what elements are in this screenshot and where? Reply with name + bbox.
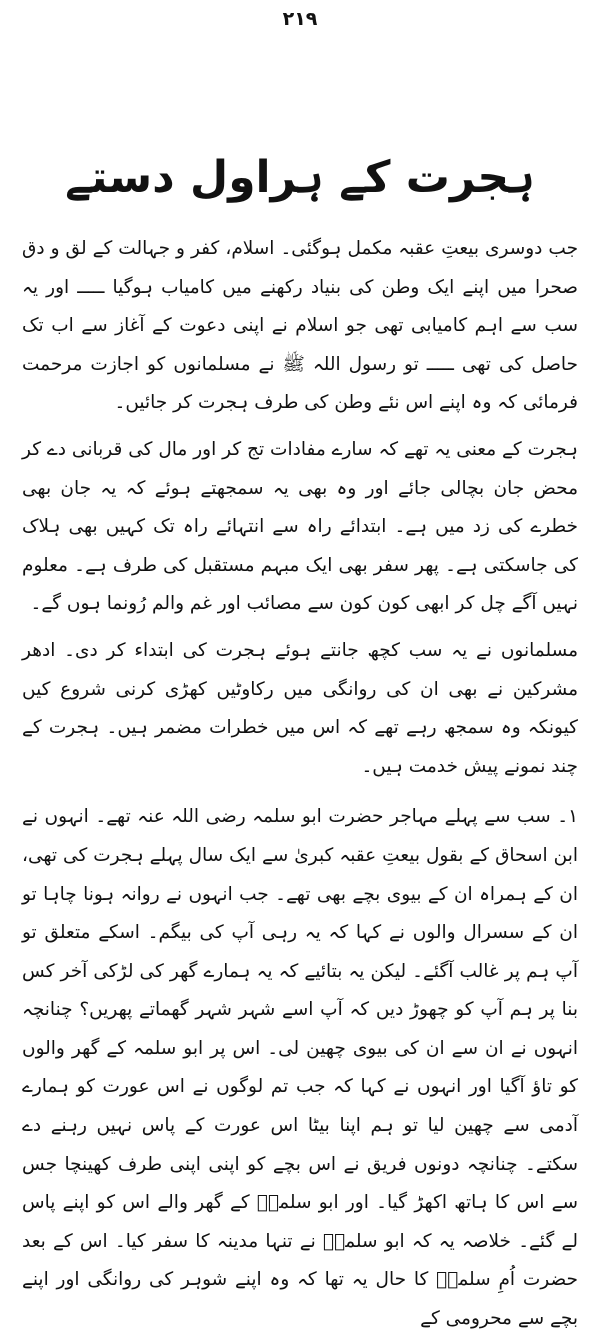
paragraph-intro: جب دوسری بیعتِ عقبہ مکمل ہوگئی۔ اسلام، کفر و جہالت کے لق و دق صحرا میں اپنے ایک وطن کی بنیاد رکھنے میں کامیاب ہوگیا ـــــ اور یہ سب سے اہم کامیابی تھی جو اسلام نے اپنی دعوت کے آغاز سے اب تک حاصل کی تھی ـــــ تو رسول اللہ ﷺ نے مسلمانوں کو اجازت مرحمت فرمائی کہ وہ اپنے اس نئے وطن کی طرف ہجرت کر جائیں۔ (22, 238, 578, 414)
paragraph-abu-salama: ۱۔ سب سے پہلے مہاجر حضرت ابو سلمہ رضی اللہ عنہ تھے۔ انہوں نے ابن اسحاق کے بقول بیعتِ عقبہ کبریٰ سے ایک سال پہلے ہجرت کی تھی، ان کے ہمراہ ان کے بیوی بچے بھی تھے۔ جب انہوں نے روانہ ہونا چاہا تو ان کے سسرال والوں نے کہا کہ یہ رہی آپ کی بیگم۔ اسکے متعلق تو آپ ہم پر غالب آگئے۔ لیکن یہ بتائیے کہ یہ ہمارے گھر کی لڑکی آخر کس بنا پر ہم آپ کو چھوڑ دیں کہ آپ اسے شہر شہر گھماتے پھریں؟ چنانچہ انہوں نے ان سے ان کی بیوی چھین لی۔ اس پر ابو سلمہ کے گھر والوں کو تاؤ آگیا اور انہوں نے کہا کہ جب تم لوگوں نے اس عورت کو ہمارے آدمی سے چھین لیا تو ہم اپنا بیٹا اس عورت کے پاس نہیں رہنے دے سکتے۔ چنانچہ دونوں فریق نے اس بچے کو اپنی اپنی طرف کھینچا جس سے اس کا ہاتھ اکھڑ گیا۔ اور ابو سلمہؓ کے گھر والے اس کو اپنے پاس لے گئے۔ خلاصہ یہ کہ ابو سلمہؓ نے تنہا مدینہ کا سفر کیا۔ اس کے بعد حضرت اُمِ سلمہؓ کا حال یہ تھا کہ وہ اپنے شوہر کی روانگی اور اپنے بچے سے محرومی کے (22, 806, 578, 1330)
body-text (22, 230, 578, 1339)
paragraph-meaning-of-hijrah: ہجرت کے معنی یہ تھے کہ سارے مفادات تج کر اور مال کی قربانی دے کر محض جان بچالی جائے اور وہ بھی یہ سمجھتے ہوئے کہ یہ جان بھی خطرے کی زد میں ہے۔ ابتدائے راہ سے انتہائے راہ تک کہیں بھی ہلاک کی جاسکتی ہے۔ پھر سفر بھی ایک مبہم مستقبل کی طرف ہے۔ معلوم نہیں آگے چل کر ابھی کون کون سے مصائب اور غم والم رُونما ہوں گے۔ (22, 438, 578, 615)
page-number: ۲۱۹ (282, 8, 318, 30)
paragraph-muslims-began: مسلمانوں نے یہ سب کچھ جانتے ہوئے ہجرت کی ابتداء کر دی۔ ادھر مشرکین نے بھی ان کی روانگی میں رکاوٹیں کھڑی کرنی شروع کیں کیونکہ وہ سمجھ رہے تھے کہ اس میں خطرات مضمر ہیں۔ ہجرت کے چند نمونے پیش خدمت ہیں۔ (22, 639, 578, 777)
chapter-title: ہجرت کے ہراول دستے (65, 152, 535, 203)
